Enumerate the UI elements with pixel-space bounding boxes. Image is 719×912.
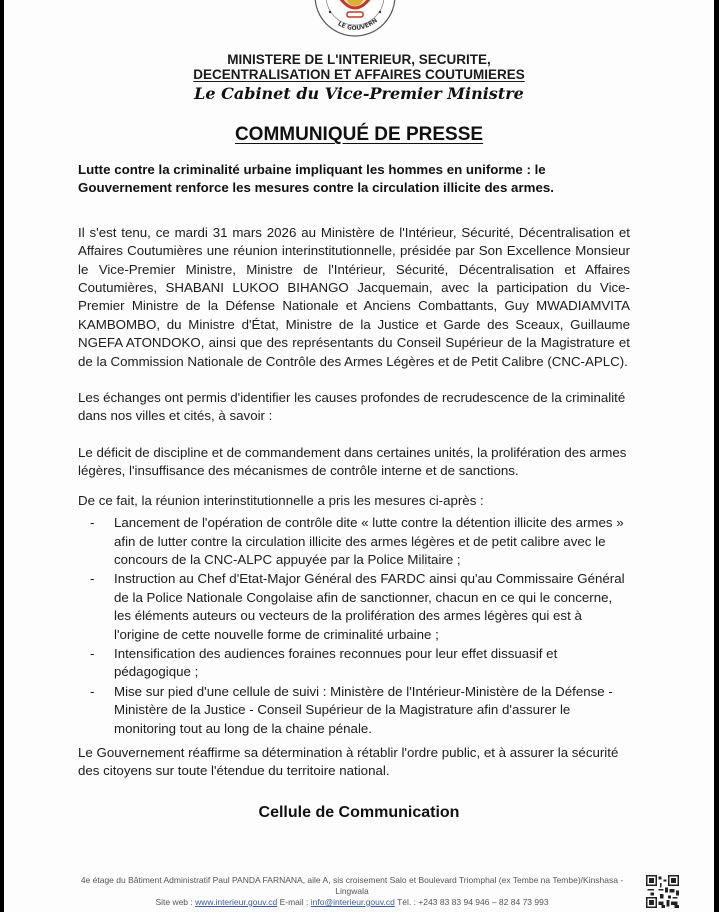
paragraph-causes-intro: Les échanges ont permis d'identifier les causes profondes de recrudescence de la criminalité dans nos villes et cités, à savoir : [78, 390, 626, 424]
lead-headline: Lutte contre la criminalité urbaine impliquant les hommes en uniforme : le Gouvernement renforce les mesures contre la circulation illicite des armes. [78, 162, 554, 196]
paragraph-conclusion: Le Gouvernement réaffirme sa détermination à rétablir l'ordre public, et à assurer la sécurité des citoyens sur toute l'étendue du territoire national. [78, 744, 619, 779]
measure-text: Instruction au Chef d'Etat-Major Général des FARDC ainsi qu'au Commissaire Général de la Police Nationale Congolaise afin de sanctionner, chacun en ce qui le concerne, les éléments auteurs ou vecteurs de la prolifération des armes légères qui est à l'origine de cette nouvelle forme de criminalité urbaine ; [114, 571, 625, 642]
footer [4, 875, 714, 908]
measure-item [88, 645, 630, 682]
cabinet-title: Le Cabinet du Vice-Premier Ministre [194, 84, 524, 103]
bullet-dash: - [90, 571, 95, 587]
bullet-dash: - [90, 515, 95, 531]
signature: Cellule de Communication [258, 803, 460, 821]
government-seal-icon [313, 0, 397, 38]
footer-contacts [72, 897, 632, 908]
measure-item [88, 514, 630, 569]
tel-label: Tél. : [397, 896, 416, 907]
paragraph-meeting: Il s'est tenu, ce mardi 31 mars 2026 au Ministère de l'Intérieur, Sécurité, Décentralisation et Affaires Coutumières une réunion interinstitutionnelle, présidée par Son Excellence Monsieur le Vice-Premier Ministre, Ministre de l'Intérieur, Sécurité, Décentralisation et Affaires Coutumières, SHABANI LUKOO BIHANGO Jacquemain, avec la participation du Vice-Premier Ministre de la Défense Nationale et Anciens Combattants, Guy MWADIAMVITA KAMBOMBO, du Ministre d'État, Ministre de la Justice et Garde des Sceaux, Guillaume NGEFA ATONDOKO, ainsi que des représentants du Conseil Supérieur de la Magistrature et de la Commission Nationale de Contrôle des Armes Légères et de Petit Calibre (CNC-APLC). [78, 224, 630, 369]
seal-text: LE GOUVERN [336, 17, 379, 33]
footer-address: 4e étage du Bâtiment Administratif Paul PANDA FARNANA, aile A, sis croisement Salo et Boulevard Triomphal (ex Tembe na Tembe)/Kinshasa - Lingwala [80, 874, 624, 896]
paragraph-measures-intro: De ce fait, la réunion interinstitutionnelle a pris les mesures ci-après : [78, 492, 484, 508]
tel-number: +243 83 83 94 946 – 82 84 73 993 [418, 896, 549, 907]
bullet-dash: - [90, 645, 95, 661]
measure-text: Lancement de l'opération de contrôle dite « lutte contre la détention illicite des armes » afin de lutter contre la circulation illicite des armes légères et de petit calibre avec le concours de la CNC-ALPC appuyée par la Police Militaire ; [114, 515, 624, 567]
press-release-title: COMMUNIQUÉ DE PRESSE [234, 124, 484, 145]
paragraph-causes: Le déficit de discipline et de commandement dans certaines unités, la prolifération des armes légères, l'insuffisance des mécanismes de contrôle interne et de sanctions. [78, 444, 627, 479]
document-page [4, 0, 714, 912]
ministry-name-line2 [4, 67, 714, 83]
measures-list [88, 514, 630, 738]
ministry-name-line1: MINISTERE DE L'INTERIEUR, SECURITE, [227, 52, 491, 67]
measure-item [88, 570, 630, 644]
measure-text: Intensification des audiences foraines reconnues pour leur effet dissuasif et pédagogique ; [114, 645, 558, 680]
qr-code-icon [646, 875, 679, 908]
bullet-dash: - [90, 683, 95, 699]
email-label: E-mail : [279, 896, 309, 907]
measure-text: Mise sur pied d'une cellule de suivi : Ministère de l'Intérieur-Ministère de la Défense - Ministère de la Justice - Conseil Supérieur de la Magistrature afin d'assurer le monitoring tout au long de la chaine pénale. [114, 683, 613, 736]
ministry-name-line2-text: DECENTRALISATION ET AFFAIRES COUTUMIERES [193, 67, 525, 82]
website-link[interactable]: www.interieur.gouv.cd [195, 896, 278, 907]
measure-item [88, 683, 630, 738]
email-link[interactable]: info@interieur.gouv.cd [310, 896, 395, 907]
site-label: Site web : [155, 896, 193, 907]
press-release-body [78, 161, 630, 781]
